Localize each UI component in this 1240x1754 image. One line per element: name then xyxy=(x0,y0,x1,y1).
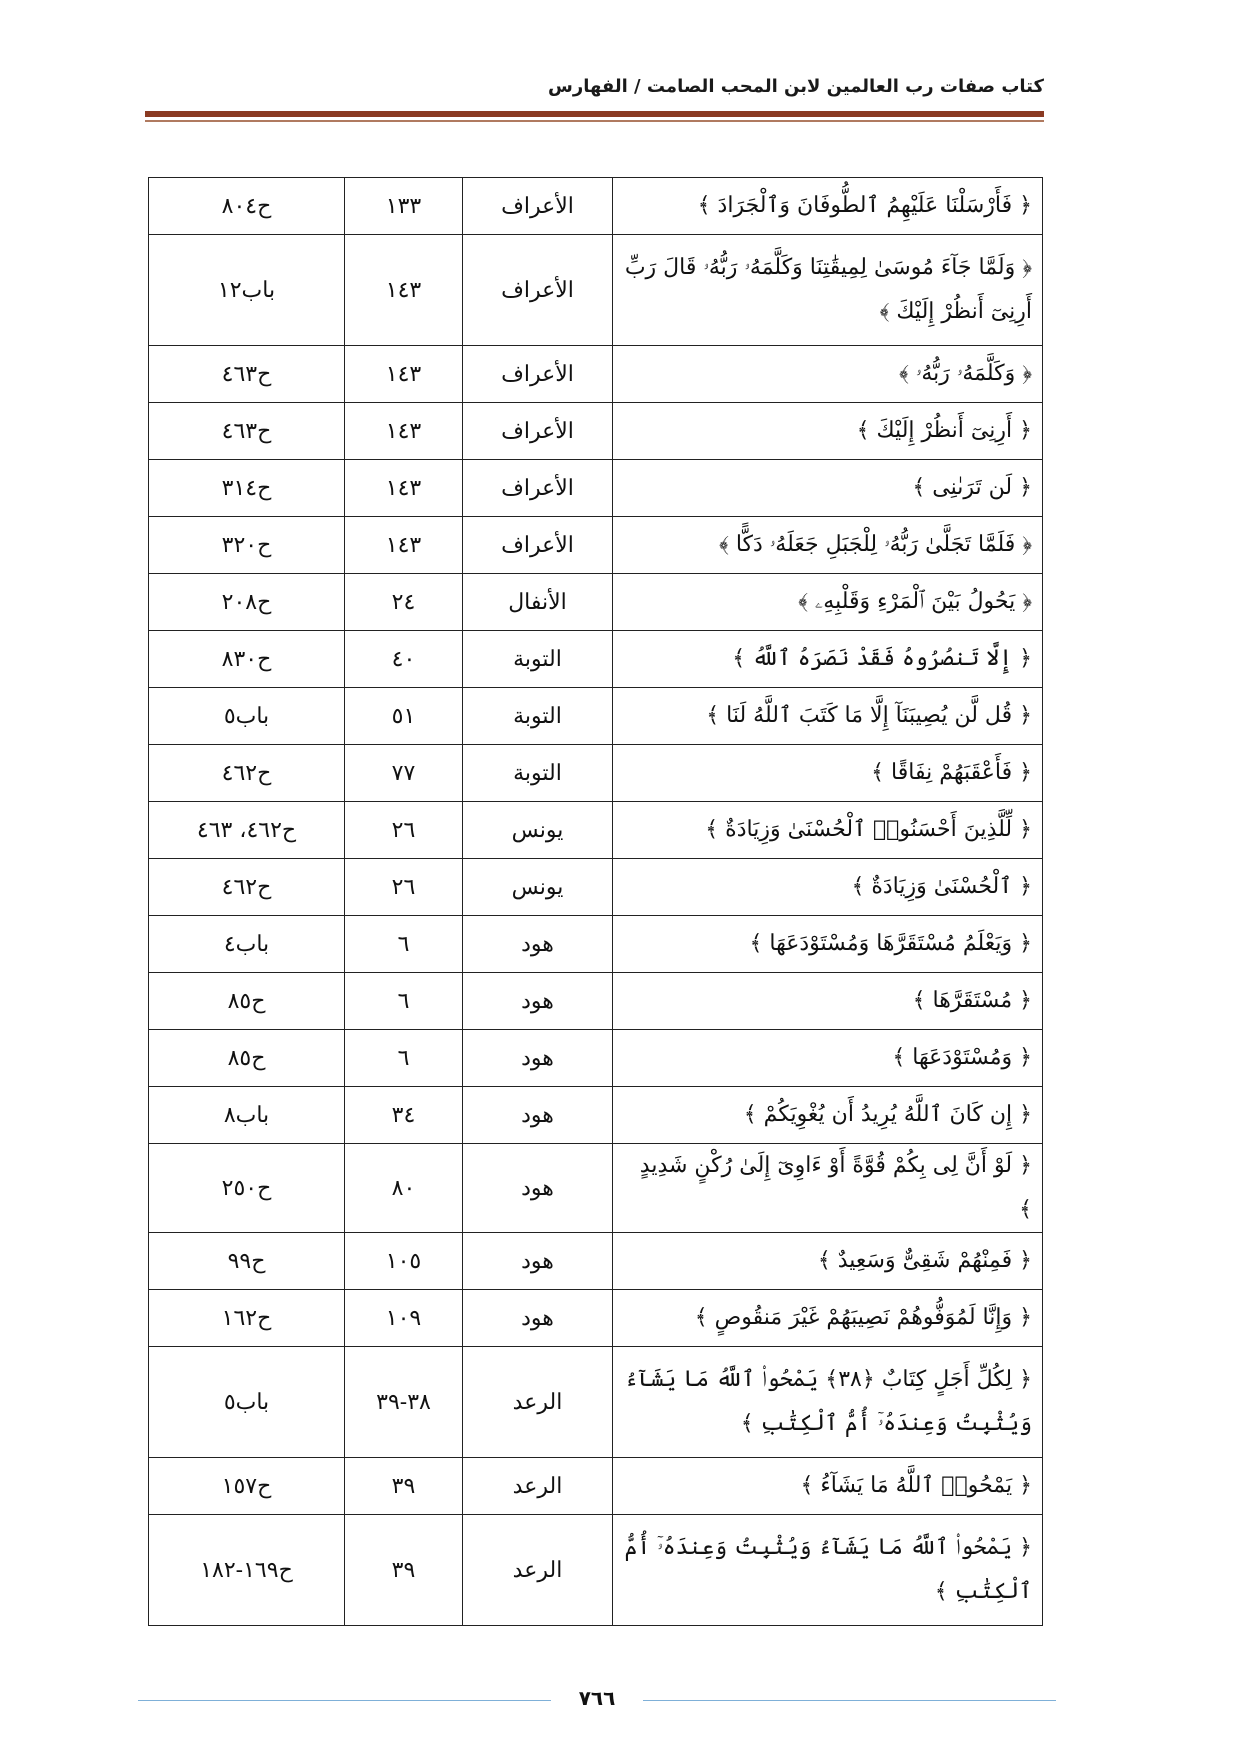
page-number: ٧٦٦ xyxy=(578,1686,616,1710)
reference-cell: باب٨ xyxy=(149,1087,345,1144)
verse-cell: ﴿ لِكُلِّ أَجَلٍ كِتَابٌ ﴿٣٨﴾ يَمْحُوا۟ ٱللَّهُ مَا يَشَآءُ وَيُثْبِتُ وَعِندَهُۥٓ أُمُّ ٱلْكِتَٰبِ ﴾ xyxy=(613,1347,1043,1458)
table-row xyxy=(149,235,1043,346)
footer-rule-right xyxy=(643,1700,1056,1701)
table-row xyxy=(149,1030,1043,1087)
ayah-number-cell: ٣٩ xyxy=(345,1515,463,1626)
table-row xyxy=(149,1233,1043,1290)
table-row xyxy=(149,517,1043,574)
ayah-number-cell: ٤٠ xyxy=(345,631,463,688)
ayah-number-cell: ٧٧ xyxy=(345,745,463,802)
ayah-number-cell: ٣٩ xyxy=(345,1458,463,1515)
surah-cell: الأعراف xyxy=(463,235,613,346)
reference-cell: ح١٦٩-١٨٢ xyxy=(149,1515,345,1626)
ayah-number-cell: ٣٨-٣٩ xyxy=(345,1347,463,1458)
verse-cell: ﴿ لَوْ أَنَّ لِى بِكُمْ قُوَّةً أَوْ ءَاوِىٓ إِلَىٰ رُكْنٍ شَدِيدٍ ﴾ xyxy=(613,1144,1043,1233)
surah-cell: الرعد xyxy=(463,1458,613,1515)
reference-cell: باب١٢ xyxy=(149,235,345,346)
verse-cell: ﴿ فَأَعْقَبَهُمْ نِفَاقًا ﴾ xyxy=(613,745,1043,802)
table-row xyxy=(149,859,1043,916)
ayah-number-cell: ٦ xyxy=(345,973,463,1030)
table-row xyxy=(149,688,1043,745)
reference-cell: ح٨٠٤ xyxy=(149,178,345,235)
reference-cell: باب٥ xyxy=(149,1347,345,1458)
surah-cell: الأعراف xyxy=(463,346,613,403)
surah-cell: التوبة xyxy=(463,745,613,802)
surah-cell: الأعراف xyxy=(463,403,613,460)
surah-cell: الأعراف xyxy=(463,517,613,574)
verse-cell: ﴿ مُسْتَقَرَّهَا ﴾ xyxy=(613,973,1043,1030)
ayah-number-cell: ٢٦ xyxy=(345,859,463,916)
table-row xyxy=(149,916,1043,973)
reference-cell: ح٣٢٠ xyxy=(149,517,345,574)
verse-cell: ﴿ لَن تَرَىٰنِى ﴾ xyxy=(613,460,1043,517)
header-rule-thin xyxy=(145,120,1044,122)
table-row xyxy=(149,631,1043,688)
verse-cell: ﴿ إِن كَانَ ٱللَّهُ يُرِيدُ أَن يُغْوِيَكُمْ ﴾ xyxy=(613,1087,1043,1144)
ayah-number-cell: ١٤٣ xyxy=(345,460,463,517)
ayah-number-cell: ١٤٣ xyxy=(345,403,463,460)
table-row xyxy=(149,574,1043,631)
ayah-number-cell: ١٠٥ xyxy=(345,1233,463,1290)
ayah-number-cell: ٢٤ xyxy=(345,574,463,631)
verse-cell: ﴿ لِّلَّذِينَ أَحْسَنُوا۟ ٱلْحُسْنَىٰ وَزِيَادَةٌ ﴾ xyxy=(613,802,1043,859)
verse-cell: ﴿ وَمُسْتَوْدَعَهَا ﴾ xyxy=(613,1030,1043,1087)
reference-cell: ح١٦٢ xyxy=(149,1290,345,1347)
verse-cell: ﴿ إِلَّا تَنصُرُوهُ فَقَدْ نَصَرَهُ ٱللَّهُ ﴾ xyxy=(613,631,1043,688)
ayah-number-cell: ٨٠ xyxy=(345,1144,463,1233)
reference-cell: باب٥ xyxy=(149,688,345,745)
verse-cell: ﴿ ٱلْحُسْنَىٰ وَزِيَادَةٌ ﴾ xyxy=(613,859,1043,916)
verse-cell: ﴿ أَرِنِىٓ أَنظُرْ إِلَيْكَ ﴾ xyxy=(613,403,1043,460)
surah-cell: التوبة xyxy=(463,631,613,688)
surah-cell: هود xyxy=(463,1087,613,1144)
reference-cell: ح٨٥ xyxy=(149,973,345,1030)
verse-cell: ﴿ وَيَعْلَمُ مُسْتَقَرَّهَا وَمُسْتَوْدَعَهَا ﴾ xyxy=(613,916,1043,973)
surah-cell: الرعد xyxy=(463,1515,613,1626)
verse-index-table xyxy=(148,177,1043,1626)
table-row xyxy=(149,1458,1043,1515)
ayah-number-cell: ١٤٣ xyxy=(345,346,463,403)
surah-cell: هود xyxy=(463,1144,613,1233)
verse-cell: ﴿ وَلَمَّا جَآءَ مُوسَىٰ لِمِيقَٰتِنَا وَكَلَّمَهُۥ رَبُّهُۥ قَالَ رَبِّ أَرِنِىٓ أَنظُرْ إِلَيْكَ ﴾ xyxy=(613,235,1043,346)
verse-cell: ﴿ يَمْحُوا۟ ٱللَّهُ مَا يَشَآءُ ﴾ xyxy=(613,1458,1043,1515)
ayah-number-cell: ١٤٣ xyxy=(345,235,463,346)
table-row xyxy=(149,1515,1043,1626)
surah-cell: التوبة xyxy=(463,688,613,745)
surah-cell: هود xyxy=(463,1233,613,1290)
reference-cell: ح٨٣٠ xyxy=(149,631,345,688)
reference-cell: ح٤٦٢ xyxy=(149,745,345,802)
verse-cell: ﴿ قُل لَّن يُصِيبَنَآ إِلَّا مَا كَتَبَ ٱللَّهُ لَنَا ﴾ xyxy=(613,688,1043,745)
reference-cell: ح١٥٧ xyxy=(149,1458,345,1515)
table-row xyxy=(149,460,1043,517)
surah-cell: الرعد xyxy=(463,1347,613,1458)
verse-cell: ﴿ فَلَمَّا تَجَلَّىٰ رَبُّهُۥ لِلْجَبَلِ جَعَلَهُۥ دَكًّا ﴾ xyxy=(613,517,1043,574)
reference-cell: ح٨٥ xyxy=(149,1030,345,1087)
ayah-number-cell: ٦ xyxy=(345,916,463,973)
surah-cell: يونس xyxy=(463,859,613,916)
ayah-number-cell: ١٤٣ xyxy=(345,517,463,574)
surah-cell: هود xyxy=(463,1030,613,1087)
surah-cell: الأعراف xyxy=(463,178,613,235)
surah-cell: الأعراف xyxy=(463,460,613,517)
table-row xyxy=(149,403,1043,460)
verse-cell: ﴿ وَكَلَّمَهُۥ رَبُّهُۥ ﴾ xyxy=(613,346,1043,403)
surah-cell: يونس xyxy=(463,802,613,859)
table-row xyxy=(149,1347,1043,1458)
reference-cell: ح٣١٤ xyxy=(149,460,345,517)
surah-cell: هود xyxy=(463,916,613,973)
reference-cell: ح٤٦٣ xyxy=(149,346,345,403)
table-row xyxy=(149,346,1043,403)
header-rule-thick xyxy=(145,111,1044,117)
verse-cell: ﴿ فَأَرْسَلْنَا عَلَيْهِمُ ٱلطُّوفَانَ وَٱلْجَرَادَ ﴾ xyxy=(613,178,1043,235)
ayah-number-cell: ٦ xyxy=(345,1030,463,1087)
verse-cell: ﴿ يَحُولُ بَيْنَ ٱلْمَرْءِ وَقَلْبِهِۦ ﴾ xyxy=(613,574,1043,631)
surah-cell: الأنفال xyxy=(463,574,613,631)
reference-cell: ح٤٦٢ xyxy=(149,859,345,916)
reference-cell: ح٩٩ xyxy=(149,1233,345,1290)
verse-cell: ﴿ يَمْحُوا۟ ٱللَّهُ مَا يَشَآءُ وَيُثْبِتُ وَعِندَهُۥٓ أُمُّ ٱلْكِتَٰبِ ﴾ xyxy=(613,1515,1043,1626)
table-row xyxy=(149,973,1043,1030)
table-row xyxy=(149,1144,1043,1233)
page-header-title: كتاب صفات رب العالمين لابن المحب الصامت / الفهارس xyxy=(548,76,1044,97)
reference-cell: ح٤٦٢، ٤٦٣ xyxy=(149,802,345,859)
footer-rule-left xyxy=(138,1700,551,1701)
table-row xyxy=(149,178,1043,235)
table-row xyxy=(149,745,1043,802)
surah-cell: هود xyxy=(463,973,613,1030)
verse-cell: ﴿ وَإِنَّا لَمُوَفُّوهُمْ نَصِيبَهُمْ غَيْرَ مَنقُوصٍ ﴾ xyxy=(613,1290,1043,1347)
table-row xyxy=(149,1087,1043,1144)
ayah-number-cell: ٥١ xyxy=(345,688,463,745)
verse-cell: ﴿ فَمِنْهُمْ شَقِىٌّ وَسَعِيدٌ ﴾ xyxy=(613,1233,1043,1290)
ayah-number-cell: ١٠٩ xyxy=(345,1290,463,1347)
reference-cell: ح٤٦٣ xyxy=(149,403,345,460)
surah-cell: هود xyxy=(463,1290,613,1347)
ayah-number-cell: ٣٤ xyxy=(345,1087,463,1144)
ayah-number-cell: ٢٦ xyxy=(345,802,463,859)
reference-cell: ح٢٠٨ xyxy=(149,574,345,631)
table-row xyxy=(149,802,1043,859)
reference-cell: باب٤ xyxy=(149,916,345,973)
table-row xyxy=(149,1290,1043,1347)
ayah-number-cell: ١٣٣ xyxy=(345,178,463,235)
reference-cell: ح٢٥٠ xyxy=(149,1144,345,1233)
